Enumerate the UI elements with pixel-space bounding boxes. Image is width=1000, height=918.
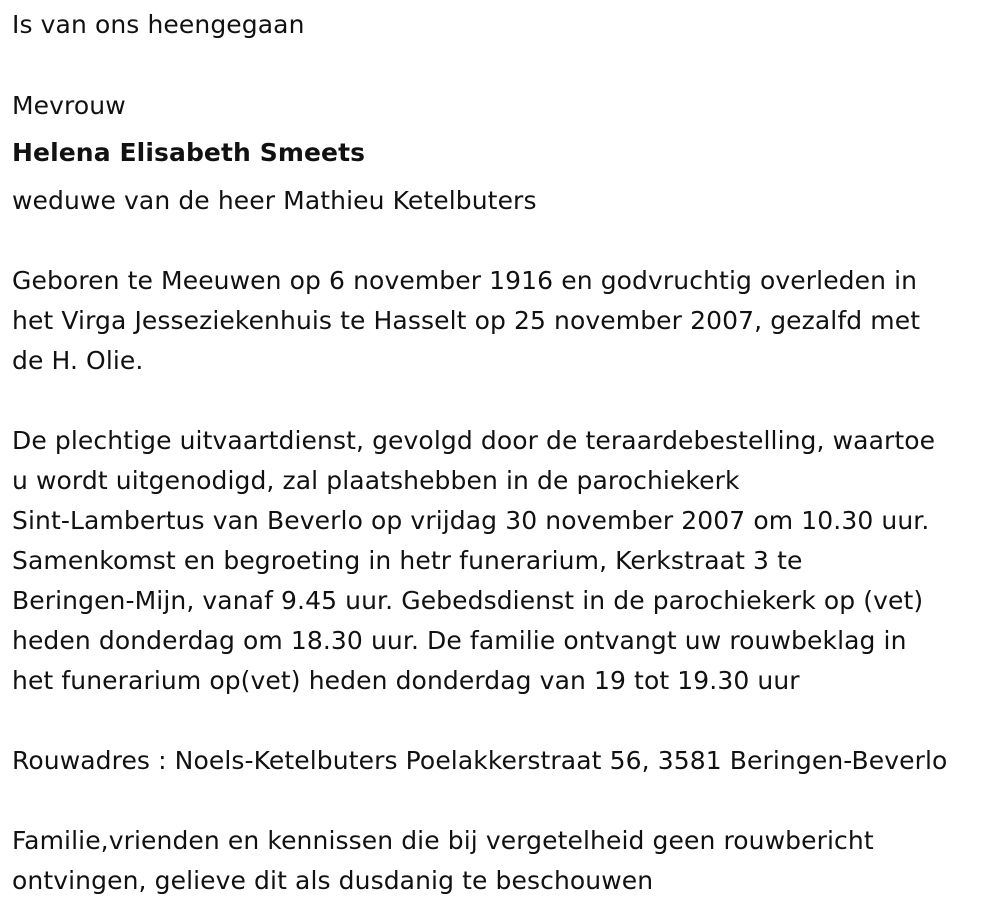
service-line: Samenkomst en begroeting in hetr funerarium, Kerkstraat 3 te xyxy=(12,546,803,575)
service-line: u wordt uitgenodigd, zal plaatshebben in de parochiekerk xyxy=(12,466,740,495)
birth-death-line: de H. Olie. xyxy=(12,346,144,375)
service-line: Beringen-Mijn, vanaf 9.45 uur. Gebedsdienst in de parochiekerk op (vet) xyxy=(12,586,924,615)
birth-death-line: Geboren te Meeuwen op 6 november 1916 en godvruchtig overleden in xyxy=(12,266,918,295)
closing-line: Familie,vrienden en kennissen die bij vergetelheid geen rouwbericht xyxy=(12,826,874,855)
intro-line: Is van ons heengegaan xyxy=(12,10,305,39)
birth-death-line: het Virga Jesseziekenhuis te Hasselt op 25 november 2007, gezalfd met xyxy=(12,306,921,335)
service-line: heden donderdag om 18.30 uur. De familie ontvangt uw rouwbeklag in xyxy=(12,626,907,655)
mourning-address: Rouwadres : Noels-Ketelbuters Poelakkerstraat 56, 3581 Beringen-Beverlo xyxy=(12,746,948,775)
service-line: Sint-Lambertus van Beverlo op vrijdag 30 november 2007 om 10.30 uur. xyxy=(12,506,930,535)
salutation: Mevrouw xyxy=(12,91,126,120)
service-line: het funerarium op(vet) heden donderdag van 19 tot 19.30 uur xyxy=(12,666,800,695)
deceased-name: Helena Elisabeth Smeets xyxy=(12,138,366,167)
closing-line: ontvingen, gelieve dit als dusdanig te beschouwen xyxy=(12,866,654,895)
spouse-line: weduwe van de heer Mathieu Ketelbuters xyxy=(12,186,537,215)
service-line: De plechtige uitvaartdienst, gevolgd door de teraardebestelling, waartoe xyxy=(12,426,936,455)
